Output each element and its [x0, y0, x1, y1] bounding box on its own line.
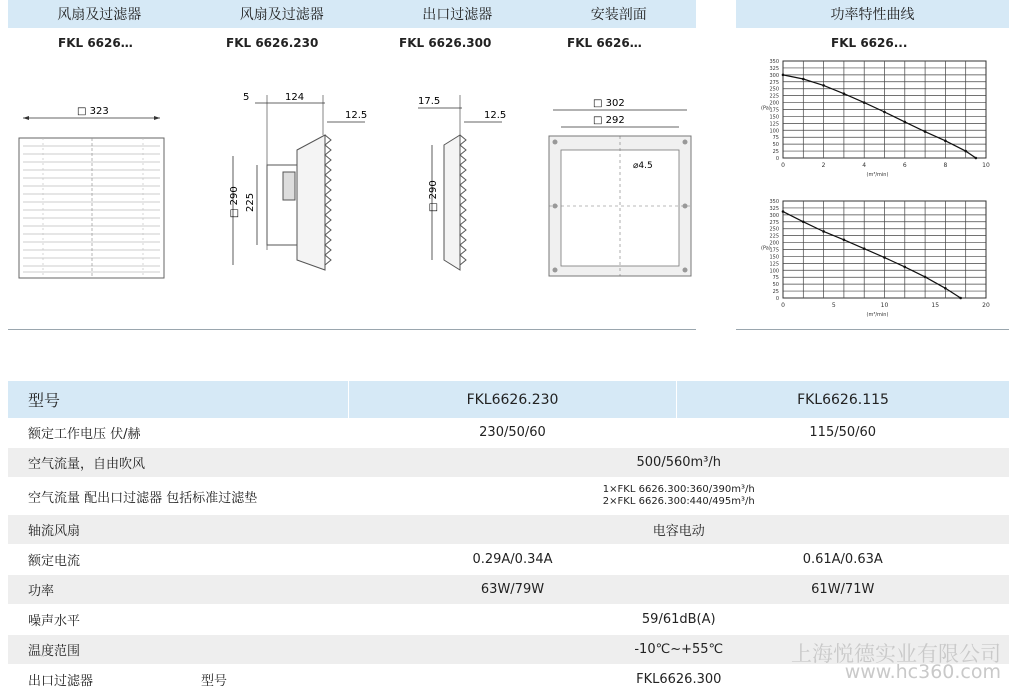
- row-label: 功率: [8, 575, 349, 605]
- y-tick-label: 125: [769, 261, 779, 267]
- data-point: [924, 130, 927, 133]
- watermark-site: www.hc360.com: [845, 661, 1001, 683]
- drawing-header-bar: [8, 0, 696, 28]
- outlet-filter-drawing: [412, 90, 542, 290]
- dim-290-a: □ 290: [229, 186, 240, 218]
- table-row: [8, 575, 1009, 605]
- dim-5: 5: [243, 92, 249, 103]
- x-axis-label: (m³/min): [867, 312, 889, 318]
- row-label: 空气流量，自由吹风: [8, 448, 349, 478]
- row-label: 噪声水平: [8, 605, 349, 635]
- row-label: 额定工作电压 伏/赫: [8, 418, 349, 448]
- row-label: 空气流量 配出口过滤器 包括标准过滤垫: [8, 478, 349, 515]
- y-tick-label: 300: [769, 73, 779, 79]
- row-value: 500/560m³/h: [349, 448, 1009, 478]
- row-value: 230/50/60: [349, 418, 677, 448]
- y-axis-label: (Pa): [761, 246, 771, 252]
- drawing-separator: [8, 329, 696, 330]
- curve-header-bar: [736, 0, 1009, 28]
- y-tick-label: 50: [773, 282, 779, 288]
- header-fan-filter-2: 风扇及过滤器: [240, 4, 324, 24]
- x-tick-label: 10: [881, 302, 889, 309]
- y-tick-label: 25: [773, 289, 779, 295]
- header-outlet-filter: 出口过滤器: [422, 4, 492, 24]
- row-label-main: 出口过滤器: [28, 674, 93, 689]
- row-value: 0.61A/0.63A: [677, 545, 1009, 575]
- data-point: [782, 74, 785, 77]
- table-row: [8, 545, 1009, 575]
- x-tick-label: 5: [832, 302, 836, 309]
- th-model-115: FKL6626.115: [677, 381, 1009, 418]
- x-tick-label: 0: [781, 162, 785, 169]
- dim-124: 124: [285, 92, 304, 103]
- x-axis-label: (m³/min): [867, 172, 889, 178]
- data-point: [959, 297, 962, 300]
- table-row: [8, 418, 1009, 448]
- y-tick-label: 175: [769, 248, 779, 254]
- row-value: 63W/79W: [349, 575, 677, 605]
- y-tick-label: 200: [769, 241, 779, 247]
- row-label-sub: 型号: [201, 674, 227, 689]
- data-point: [924, 276, 927, 279]
- row-value: [349, 478, 1009, 515]
- model-label-2: FKL 6626.230: [226, 36, 318, 50]
- y-tick-label: 150: [769, 254, 779, 260]
- model-label-1: FKL 6626…: [58, 36, 133, 50]
- y-tick-label: 250: [769, 87, 779, 93]
- y-tick-label: 175: [769, 108, 779, 114]
- row-value: 0.29A/0.34A: [349, 545, 677, 575]
- data-point: [964, 150, 967, 153]
- x-tick-label: 8: [943, 162, 947, 169]
- power-curve-chart-2: [745, 195, 1000, 320]
- th-model-230: FKL6626.230: [349, 381, 677, 418]
- data-point: [975, 157, 978, 160]
- row-value: 电容电动: [349, 515, 1009, 545]
- x-tick-label: 10: [982, 162, 990, 169]
- y-tick-label: 225: [769, 234, 779, 240]
- table-row: [8, 448, 1009, 478]
- data-point: [904, 266, 907, 269]
- watermark-company: 上海悦德实业有限公司: [791, 638, 1001, 668]
- x-tick-label: 2: [822, 162, 826, 169]
- curve-separator: [736, 329, 1009, 330]
- dim-290-b: □ 290: [428, 180, 439, 212]
- data-point: [863, 101, 866, 104]
- fan-side-drawing: [225, 90, 375, 290]
- row-value: FKL6626.300: [349, 665, 1009, 694]
- row-value: 59/61dB(A): [349, 605, 1009, 635]
- row-value: 61W/71W: [677, 575, 1009, 605]
- table-row: [8, 478, 1009, 515]
- header-install-section: 安装剖面: [591, 4, 647, 24]
- y-tick-label: 100: [769, 268, 779, 274]
- dim-hole-4-5: ⌀4.5: [633, 161, 653, 171]
- y-tick-label: 0: [776, 156, 779, 162]
- y-tick-label: 300: [769, 213, 779, 219]
- y-tick-label: 275: [769, 80, 779, 86]
- table-header-row: [8, 381, 1009, 418]
- data-point: [843, 239, 846, 242]
- dim-225: 225: [245, 193, 256, 212]
- dim-292: □ 292: [593, 115, 625, 126]
- x-tick-label: 20: [982, 302, 990, 309]
- data-point: [782, 210, 785, 213]
- y-tick-label: 150: [769, 114, 779, 120]
- y-tick-label: 0: [776, 296, 779, 302]
- data-point: [822, 84, 825, 87]
- x-tick-label: 4: [862, 162, 866, 169]
- y-axis-label: (Pa): [761, 106, 771, 112]
- data-point: [883, 256, 886, 259]
- row-value-line-2: 2×FKL 6626.300:440/495m³/h: [349, 496, 1009, 508]
- y-tick-label: 100: [769, 128, 779, 134]
- data-point: [863, 247, 866, 250]
- model-label-3: FKL 6626.300: [399, 36, 491, 50]
- data-point: [802, 78, 805, 81]
- model-label-4: FKL 6626…: [567, 36, 642, 50]
- data-point: [904, 121, 907, 124]
- row-label: 额定电流: [8, 545, 349, 575]
- dim-302: □ 302: [593, 98, 625, 109]
- mounting-cutout-drawing: [545, 92, 695, 282]
- row-label: [8, 665, 349, 694]
- header-fan-filter-1: 风扇及过滤器: [57, 4, 141, 24]
- model-label-5: FKL 6626...: [831, 36, 907, 50]
- table-row: [8, 605, 1009, 635]
- header-power-curve: 功率特性曲线: [831, 4, 915, 24]
- row-value: 115/50/60: [677, 418, 1009, 448]
- row-label: 温度范围: [8, 635, 349, 665]
- data-point: [944, 287, 947, 290]
- row-value-line-1: 1×FKL 6626.300:360/390m³/h: [349, 484, 1009, 496]
- data-point: [822, 230, 825, 233]
- y-tick-label: 125: [769, 121, 779, 127]
- y-tick-label: 225: [769, 94, 779, 100]
- y-tick-label: 350: [769, 199, 779, 205]
- y-tick-label: 75: [773, 275, 779, 281]
- data-point: [883, 111, 886, 114]
- y-tick-label: 200: [769, 101, 779, 107]
- y-tick-label: 325: [769, 66, 779, 72]
- y-tick-label: 350: [769, 59, 779, 65]
- table-row: [8, 515, 1009, 545]
- row-value: -10℃~+55℃: [349, 635, 1009, 665]
- x-tick-label: 15: [931, 302, 939, 309]
- y-tick-label: 50: [773, 142, 779, 148]
- th-model: 型号: [8, 381, 349, 418]
- y-tick-label: 250: [769, 227, 779, 233]
- x-tick-label: 0: [781, 302, 785, 309]
- dim-323: □ 323: [77, 106, 109, 117]
- x-tick-label: 6: [903, 162, 907, 169]
- fan-front-drawing: [15, 100, 170, 285]
- row-label: 轴流风扇: [8, 515, 349, 545]
- data-point: [944, 140, 947, 143]
- dim-12-5-b: 12.5: [484, 110, 506, 121]
- y-tick-label: 275: [769, 220, 779, 226]
- dim-12-5-a: 12.5: [345, 110, 367, 121]
- y-tick-label: 75: [773, 135, 779, 141]
- dim-17-5: 17.5: [418, 96, 440, 107]
- power-curve-chart-1: [745, 55, 1000, 180]
- data-point: [802, 220, 805, 223]
- data-point: [843, 92, 846, 95]
- y-tick-label: 325: [769, 206, 779, 212]
- y-tick-label: 25: [773, 149, 779, 155]
